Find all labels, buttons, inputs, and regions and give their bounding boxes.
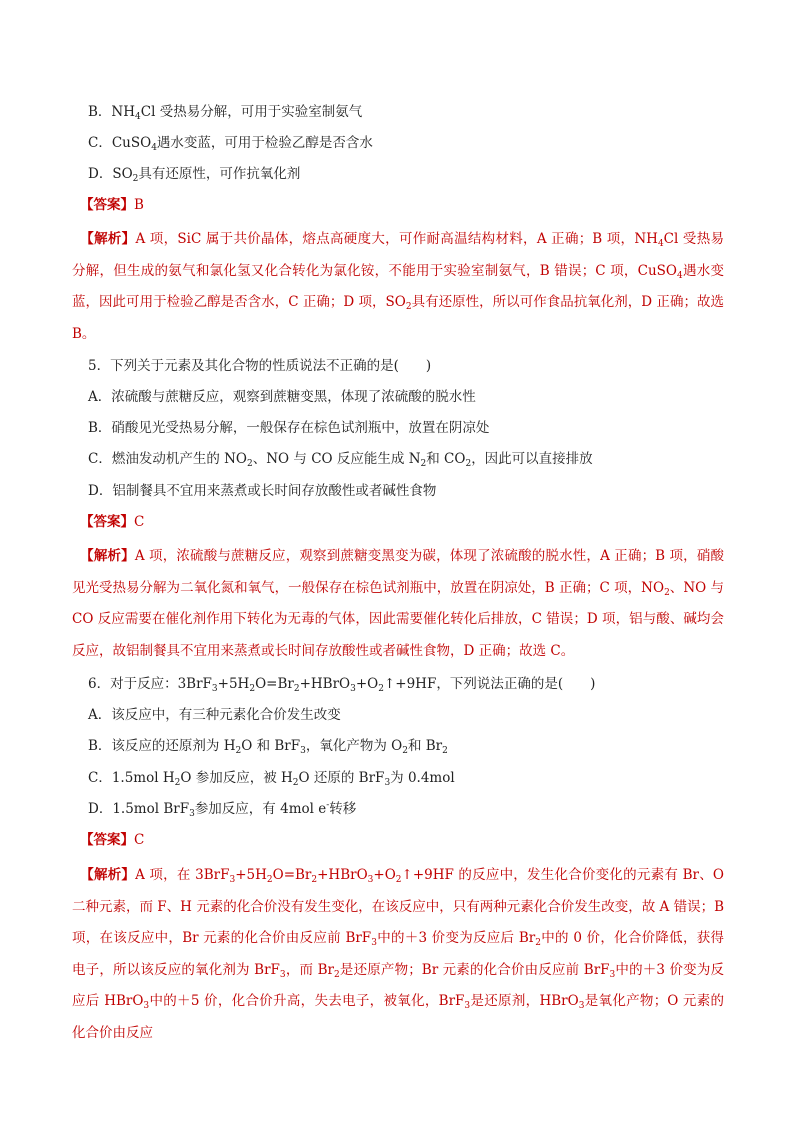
q4-option-d: D．$SO_2$具有还原性，可作抗氧化剂 — [88, 166, 301, 184]
q5-option-c: C．燃油发动机产生的 $NO_2$、NO 与 CO 反应能生成 $N_2$和 $CO_2$，因此可以直接排放 — [88, 451, 593, 469]
q4-option-c: C．CuSO$_4$遇水变蓝，可用于检验乙醇是否含水 — [88, 135, 373, 153]
q6-stem: 6．对于反应：$3BrF_3+5H_2O=Br_2+HBrO_3+O_2↑+9HF$，下列说法正确的是( ) — [88, 676, 596, 694]
q6-answer: 【答案】C — [80, 832, 145, 848]
q6-option-a: A．该反应中，有三种元素化合价发生改变 — [88, 707, 341, 723]
q5-option-d: D．铝制餐具不宜用来蒸煮或长时间存放酸性或者碱性食物 — [88, 483, 437, 499]
q5-stem: 5．下列关于元素及其化合物的性质说法不正确的是( ) — [88, 358, 432, 374]
q4-explanation: 【解析】A 项，SiC 属于共价晶体，熔点高硬度大，可作耐高温结构材料，A 正确；B 项，$NH_4Cl$ 受热易分解，但生成的氨气和氯化氢又化合转化为氯化铵，不能用于实验室制氨气，B 错误；C 项，CuSO$_4$遇水变蓝，因此可用于检验乙醇是否含水，C 正确；D 项，$SO_2$具有还原性，所以可作食品抗氧化剂，D 正确；故选 B。 — [72, 231, 725, 342]
q5-option-a: A．浓硫酸与蔗糖反应，观察到蔗糖变黑，体现了浓硫酸的脱水性 — [88, 389, 476, 405]
q5-explanation: 【解析】A 项，浓硫酸与蔗糖反应，观察到蔗糖变黑变为碳，体现了浓硫酸的脱水性，A 正确；B 项，硝酸见光受热易分解为二氧化氮和氧气，一般保存在棕色试剂瓶中，放置在阴凉处，B 正确；C 项，$NO_2$、NO 与 CO 反应需要在催化剂作用下转化为无毒的气体，因此需要催化转化后排放，C 错误；D 项，铝与酸、碱均会反应，故铝制餐具不宜用来蒸煮或长时间存放酸性或者碱性食物，D 正确；故选 C。 — [72, 548, 725, 659]
q6-option-c: C．1.5mol $H_2O$ 参加反应，被 $H_2O$ 还原的 BrF$_3$为 0.4mol — [88, 770, 455, 788]
q5-answer: 【答案】C — [80, 514, 145, 530]
q6-option-b: B．该反应的还原剂为 $H_2O$ 和 BrF$_3$，氧化产物为 $O_2$和 $Br_2$ — [88, 738, 448, 756]
q5-option-b: B．硝酸见光受热易分解，一般保存在棕色试剂瓶中，放置在阴凉处 — [88, 420, 490, 436]
q4-answer: 【答案】B — [80, 197, 144, 213]
q4-option-b: B．$NH_4Cl$ 受热易分解，可用于实验室制氨气 — [88, 104, 363, 122]
q6-explanation: 【解析】A 项，在 $3BrF_3+5H_2O=Br_2+HBrO_3+O_2↑+9HF$ 的反应中，发生化合价变化的元素有 Br、O 二种元素，而 F、H 元素的化合价没有发生变化，在该反应中，只有两种元素化合价发生改变，故 A 错误；B 项，在该反应中，Br 元素的化合价由反应前 BrF$_3$中的＋3 价变为反应后 $Br_2$中的 0 价，化合价降低，获得电子，所以该反应的氧化剂为 BrF$_3$，而 $Br_2$是还原产物；Br 元素的化合价由反应前 BrF$_3$中的＋3 价变为反应后 HBrO$_3$中的＋5 价，化合价升高，失去电子，被氧化，BrF$_3$是还原剂，HBrO$_3$是氧化产物；O 元素的化合价由反应 — [72, 867, 725, 1041]
q6-option-d: D．1.5mol BrF$_3$参加反应，有 4mol e-转移 — [88, 800, 357, 819]
